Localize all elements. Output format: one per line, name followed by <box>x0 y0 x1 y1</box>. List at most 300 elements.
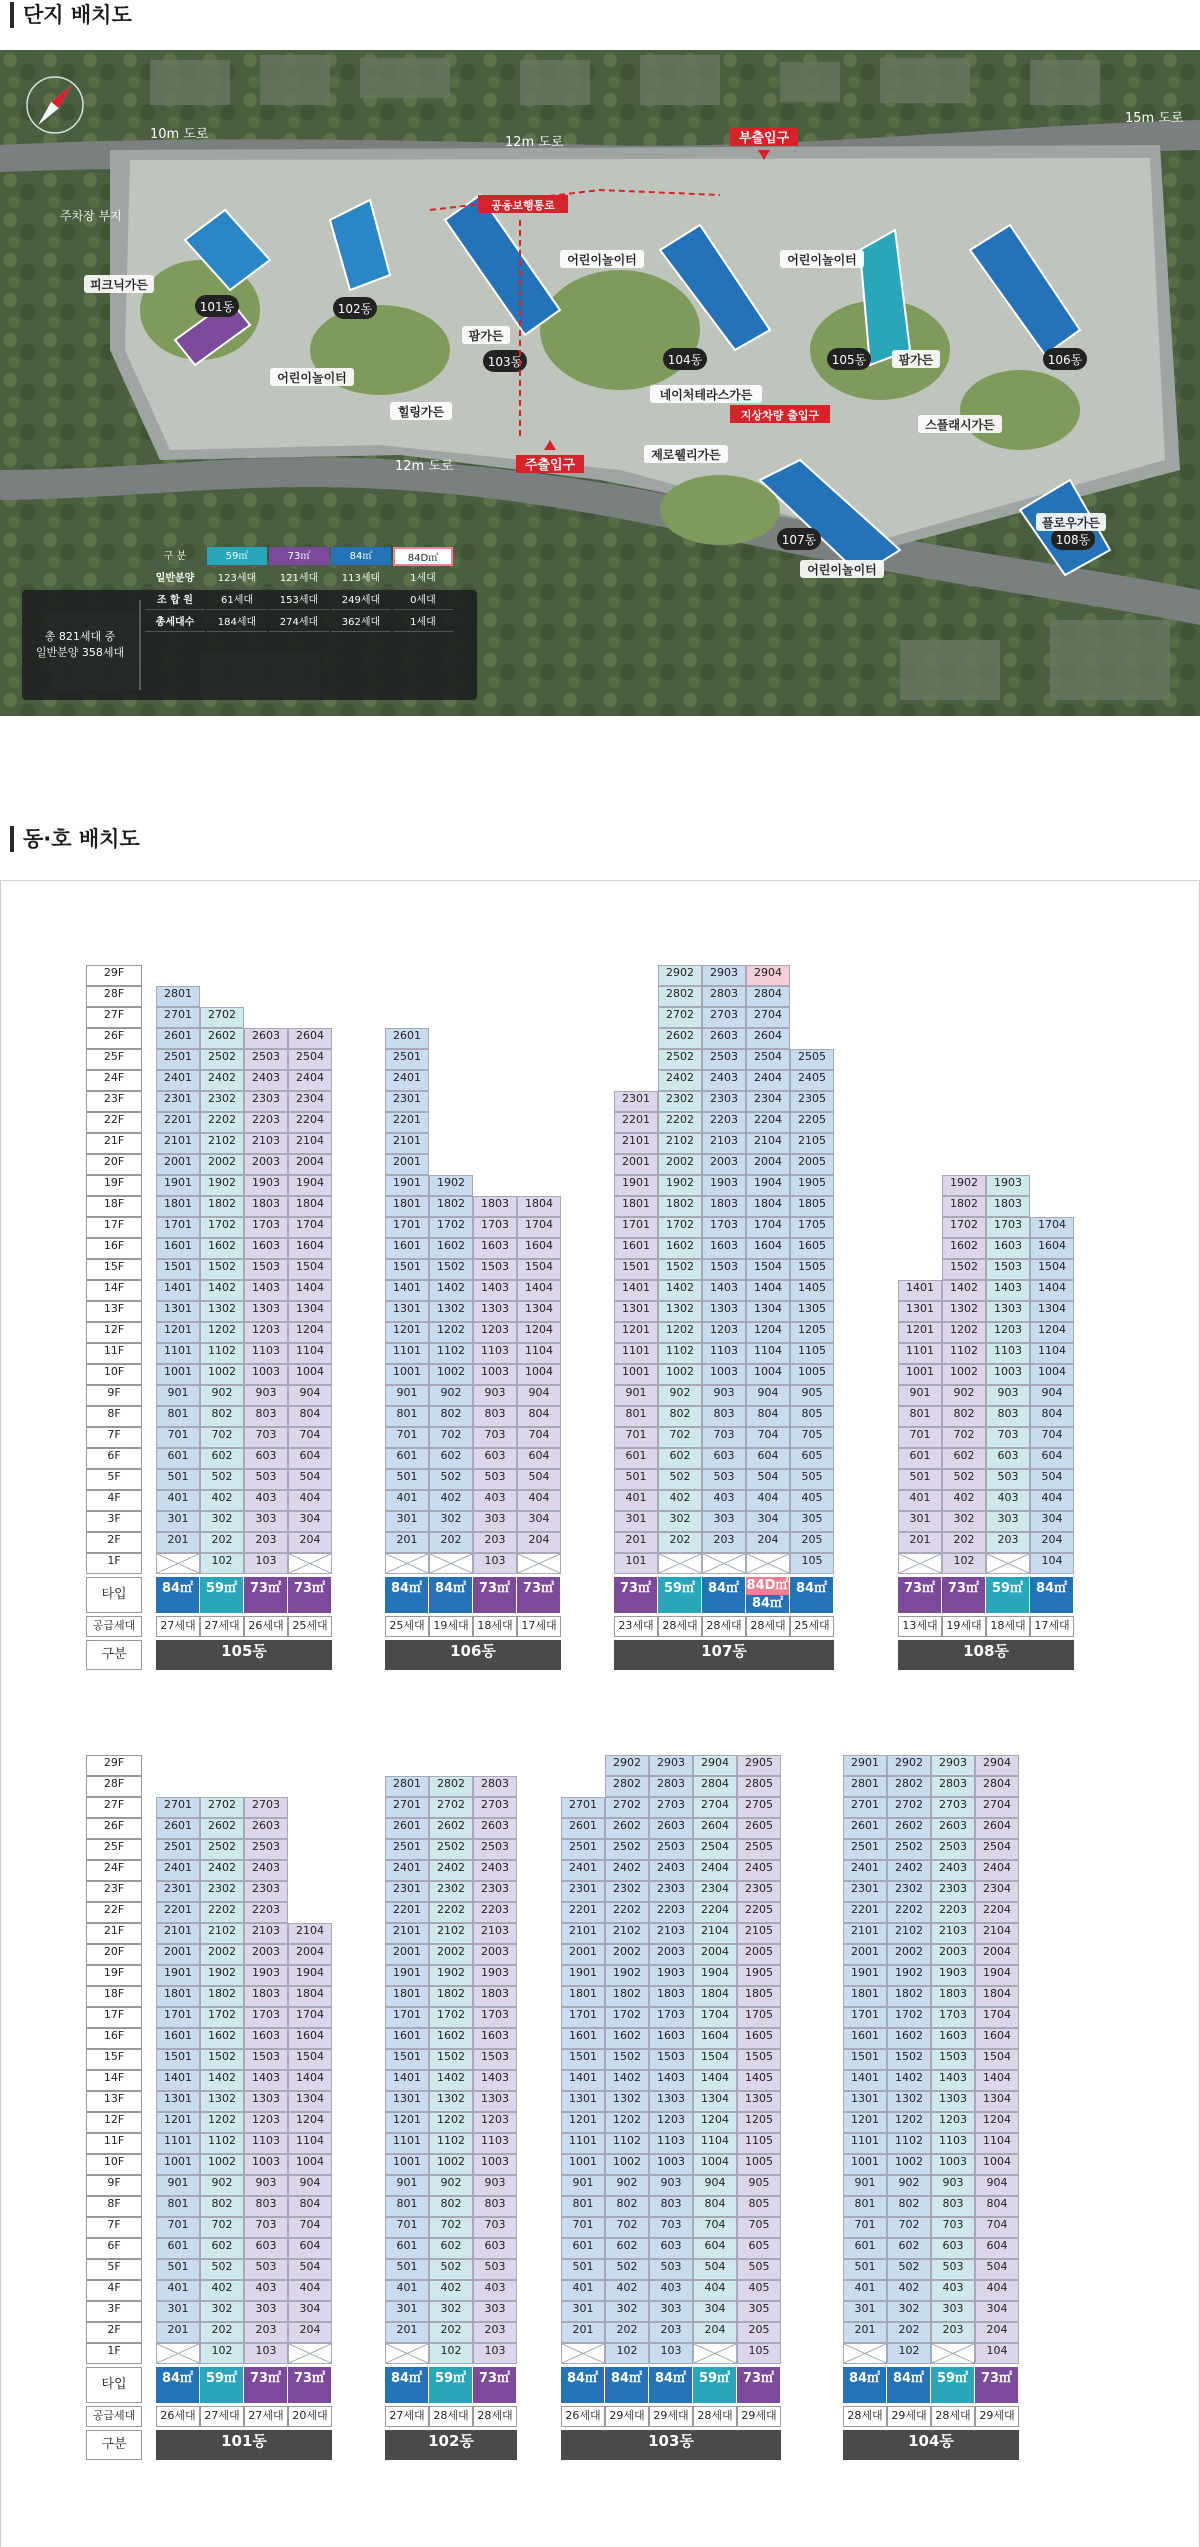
unit-cell: 2001 <box>385 1944 429 1965</box>
unit-plan-title: 동·호 배치도 <box>10 826 140 852</box>
unit-cell: 2504 <box>975 1839 1019 1860</box>
unit-cell: 2902 <box>658 965 702 986</box>
legend-header-cell: 73㎡ <box>269 547 329 566</box>
supply-count-cell: 28세대 <box>658 1616 702 1637</box>
unit-cell: 902 <box>200 2175 244 2196</box>
unit-type-cell: 73㎡ <box>517 1577 561 1613</box>
floor-label: 20F <box>86 1944 142 1965</box>
type-row-label: 타입 <box>86 2367 142 2403</box>
unit-cell: 1104 <box>288 1343 332 1364</box>
unit-cell: 1803 <box>244 1986 288 2007</box>
unit-cell: 904 <box>288 2175 332 2196</box>
unit-cell: 1603 <box>986 1238 1030 1259</box>
unit-cell: 702 <box>658 1427 702 1448</box>
unit-cell: 604 <box>975 2238 1019 2259</box>
supply-row-label: 공급세대 <box>86 1616 142 1637</box>
unit-cell: 1404 <box>746 1280 790 1301</box>
unit-cell: 2004 <box>746 1154 790 1175</box>
unit-cell: 1701 <box>385 2007 429 2028</box>
unit-cell: 2303 <box>244 1881 288 1902</box>
unit-type-cell: 59㎡ <box>986 1577 1030 1613</box>
unit-cell: 1401 <box>614 1280 658 1301</box>
supply-count-cell: 27세대 <box>385 2406 429 2427</box>
unit-cell: 1402 <box>429 2070 473 2091</box>
unit-cell: 301 <box>561 2301 605 2322</box>
unit-cell: 1003 <box>244 1364 288 1385</box>
unit-cell: 1001 <box>156 2154 200 2175</box>
unit-cell: 403 <box>986 1490 1030 1511</box>
unit-cell: 2301 <box>614 1091 658 1112</box>
unit-cell: 1705 <box>790 1217 834 1238</box>
unit-cell: 2201 <box>156 1112 200 1133</box>
unit-cell: 203 <box>244 2322 288 2343</box>
unit-cell: 2803 <box>473 1776 517 1797</box>
unit-cell: 1703 <box>473 1217 517 1238</box>
unit-cell: 2103 <box>244 1923 288 1944</box>
unit-cell: 1504 <box>1030 1259 1074 1280</box>
unit-cell: 205 <box>737 2322 781 2343</box>
floor-label: 21F <box>86 1133 142 1154</box>
unit-cell: 201 <box>385 2322 429 2343</box>
unit-cell: 1803 <box>986 1196 1030 1217</box>
unit-cell: 802 <box>887 2196 931 2217</box>
unit-cell: 2201 <box>614 1112 658 1133</box>
floor-label: 21F <box>86 1923 142 1944</box>
unit-cell: 2105 <box>790 1133 834 1154</box>
unit-cell: 503 <box>244 2259 288 2280</box>
unit-cell: 2505 <box>737 1839 781 1860</box>
unit-cell: 1301 <box>385 2091 429 2112</box>
unit-type-cell: 84㎡ <box>887 2367 931 2403</box>
unit-type-cell: 73㎡ <box>244 1577 288 1613</box>
unit-cell: 2104 <box>975 1923 1019 1944</box>
unit-cell: 703 <box>702 1427 746 1448</box>
unit-cell: 2903 <box>649 1755 693 1776</box>
supply-count-cell: 28세대 <box>702 1616 746 1637</box>
supply-count-cell: 27세대 <box>200 2406 244 2427</box>
unit-cell: 404 <box>288 2280 332 2301</box>
floor-label: 29F <box>86 965 142 986</box>
unit-cell: 503 <box>931 2259 975 2280</box>
unit-cell: 2803 <box>649 1776 693 1797</box>
road-label-12m-bottom: 12m 도로 <box>395 459 454 474</box>
floor-label: 16F <box>86 2028 142 2049</box>
unit-cell: 1803 <box>473 1986 517 2007</box>
unit-cell: 1905 <box>790 1175 834 1196</box>
unit-cell: 2401 <box>385 1070 429 1091</box>
floor-label: 23F <box>86 1881 142 1902</box>
unit-cell: 1202 <box>605 2112 649 2133</box>
unit-cell: 502 <box>605 2259 649 2280</box>
unit-cell: 101 <box>614 1553 658 1574</box>
floor-label: 17F <box>86 1217 142 1238</box>
unit-cell: 1902 <box>887 1965 931 1986</box>
legend-cell: 0세대 <box>393 591 453 610</box>
unit-cell: 2801 <box>843 1776 887 1797</box>
supply-count-cell: 29세대 <box>975 2406 1019 2427</box>
unit-cell: 204 <box>693 2322 737 2343</box>
legend-header-cell: 59㎡ <box>207 547 267 566</box>
unit-cell: 1402 <box>200 1280 244 1301</box>
unit-cell: 2503 <box>931 1839 975 1860</box>
unit-cell: 303 <box>244 2301 288 2322</box>
division-row-label: 구분 <box>86 1640 142 1670</box>
unit-cell: 2402 <box>887 1860 931 1881</box>
unit-cell: 603 <box>473 2238 517 2259</box>
unit-cell: 402 <box>658 1490 702 1511</box>
unit-cell: 1701 <box>385 1217 429 1238</box>
unit-cell: 1401 <box>156 1280 200 1301</box>
unit-cell: 303 <box>473 1511 517 1532</box>
unit-cell: 602 <box>887 2238 931 2259</box>
unit-cell: 603 <box>244 2238 288 2259</box>
unit-cell: 2202 <box>200 1902 244 1923</box>
unit-cell: 1404 <box>517 1280 561 1301</box>
site-label-105: 105동 <box>831 353 867 367</box>
unit-cell: 1503 <box>473 1259 517 1280</box>
unit-type-cell: 59㎡ <box>200 1577 244 1613</box>
unit-cell: 1103 <box>986 1343 1030 1364</box>
unit-cell: 1601 <box>385 1238 429 1259</box>
unit-cell: 2302 <box>887 1881 931 1902</box>
unit-cell: 604 <box>288 1448 332 1469</box>
unit-cell: 2603 <box>702 1028 746 1049</box>
garden-label-farm-1: 팜가든 <box>468 329 504 343</box>
unit-cell: 802 <box>200 1406 244 1427</box>
unit-cell: 2402 <box>200 1070 244 1091</box>
unit-cell: 2202 <box>429 1902 473 1923</box>
unit-cell: 1805 <box>737 1986 781 2007</box>
unit-cell: 1205 <box>790 1322 834 1343</box>
unit-cell: 901 <box>156 2175 200 2196</box>
unit-cell: 2401 <box>385 1860 429 1881</box>
unit-cell: 801 <box>843 2196 887 2217</box>
unit-cell: 1401 <box>385 2070 429 2091</box>
unit-cell: 504 <box>517 1469 561 1490</box>
unit-cell: 904 <box>517 1385 561 1406</box>
legend-summary-general: 일반분양 358세대 <box>35 646 125 659</box>
floor-label: 1F <box>86 1553 142 1574</box>
unit-cell: 505 <box>790 1469 834 1490</box>
unit-cell: 1704 <box>517 1217 561 1238</box>
unit-cell: 301 <box>614 1511 658 1532</box>
unit-cell: 405 <box>737 2280 781 2301</box>
unit-cell: 1904 <box>288 1175 332 1196</box>
unit-cell: 1101 <box>385 1343 429 1364</box>
unit-cell: 302 <box>429 1511 473 1532</box>
unit-cell: 303 <box>986 1511 1030 1532</box>
unit-cell: 903 <box>244 1385 288 1406</box>
unit-cell: 2802 <box>658 986 702 1007</box>
unit-cell: 1201 <box>843 2112 887 2133</box>
unit-cell: 1703 <box>931 2007 975 2028</box>
unit-cell: 703 <box>473 1427 517 1448</box>
unit-cell: 904 <box>693 2175 737 2196</box>
legend-cell: 113세대 <box>331 569 391 588</box>
unit-cell: 2704 <box>746 1007 790 1028</box>
legend-cell: 총세대수 <box>145 613 205 632</box>
unit-cell: 702 <box>605 2217 649 2238</box>
empty-unit-cell <box>156 2343 200 2364</box>
parking-site-label: 주차장 부지 <box>60 209 122 223</box>
unit-cell: 1104 <box>693 2133 737 2154</box>
floor-label: 15F <box>86 2049 142 2070</box>
unit-cell: 2202 <box>658 1112 702 1133</box>
unit-cell: 2701 <box>156 1797 200 1818</box>
unit-cell: 2903 <box>702 965 746 986</box>
unit-cell: 1903 <box>244 1175 288 1196</box>
unit-cell: 902 <box>887 2175 931 2196</box>
unit-cell: 1702 <box>429 1217 473 1238</box>
unit-cell: 1403 <box>473 1280 517 1301</box>
unit-cell: 2203 <box>702 1112 746 1133</box>
unit-cell: 1501 <box>561 2049 605 2070</box>
unit-cell: 603 <box>702 1448 746 1469</box>
garden-label-healing: 힐링가든 <box>397 405 445 419</box>
floor-label: 15F <box>86 1259 142 1280</box>
unit-cell: 2505 <box>790 1049 834 1070</box>
unit-cell: 204 <box>975 2322 1019 2343</box>
unit-cell: 203 <box>702 1532 746 1553</box>
unit-cell: 1801 <box>385 1196 429 1217</box>
unit-cell: 2201 <box>385 1902 429 1923</box>
unit-cell: 2005 <box>737 1944 781 1965</box>
unit-cell: 303 <box>702 1511 746 1532</box>
unit-cell: 2001 <box>156 1944 200 1965</box>
unit-cell: 1304 <box>975 2091 1019 2112</box>
unit-cell: 2703 <box>931 1797 975 1818</box>
unit-cell: 2601 <box>385 1028 429 1049</box>
unit-cell: 2004 <box>288 1944 332 1965</box>
floor-label: 5F <box>86 1469 142 1490</box>
unit-cell: 2203 <box>473 1902 517 1923</box>
unit-cell: 2101 <box>385 1133 429 1154</box>
floor-label: 26F <box>86 1028 142 1049</box>
unit-cell: 1602 <box>658 1238 702 1259</box>
unit-cell: 103 <box>649 2343 693 2364</box>
unit-cell: 401 <box>898 1490 942 1511</box>
unit-cell: 602 <box>605 2238 649 2259</box>
unit-cell: 1304 <box>288 1301 332 1322</box>
unit-cell: 702 <box>200 2217 244 2238</box>
unit-cell: 804 <box>288 2196 332 2217</box>
unit-cell: 1101 <box>614 1343 658 1364</box>
garden-label-playground-2: 어린이놀이터 <box>567 253 637 267</box>
empty-unit-cell <box>288 2343 332 2364</box>
unit-cell: 202 <box>942 1532 986 1553</box>
unit-cell: 2603 <box>649 1818 693 1839</box>
unit-cell: 802 <box>200 2196 244 2217</box>
unit-cell: 1403 <box>931 2070 975 2091</box>
unit-cell: 403 <box>244 2280 288 2301</box>
unit-cell: 601 <box>156 1448 200 1469</box>
unit-cell: 804 <box>693 2196 737 2217</box>
supply-count-cell: 17세대 <box>1030 1616 1074 1637</box>
unit-cell: 1901 <box>843 1965 887 1986</box>
unit-cell: 404 <box>693 2280 737 2301</box>
unit-cell: 605 <box>737 2238 781 2259</box>
unit-cell: 2901 <box>843 1755 887 1776</box>
unit-cell: 1303 <box>244 2091 288 2112</box>
unit-cell: 1804 <box>288 1986 332 2007</box>
garden-label-picnic: 피크닉가든 <box>90 278 148 292</box>
unit-cell: 1701 <box>614 1217 658 1238</box>
unit-cell: 601 <box>385 1448 429 1469</box>
unit-cell: 1103 <box>244 2133 288 2154</box>
unit-cell: 304 <box>693 2301 737 2322</box>
unit-cell: 704 <box>517 1427 561 1448</box>
unit-cell: 1304 <box>1030 1301 1074 1322</box>
unit-cell: 1504 <box>746 1259 790 1280</box>
unit-cell: 1703 <box>986 1217 1030 1238</box>
unit-cell: 203 <box>244 1532 288 1553</box>
unit-cell: 1902 <box>200 1175 244 1196</box>
unit-cell: 1203 <box>702 1322 746 1343</box>
unit-type-cell: 73㎡ <box>473 1577 517 1613</box>
floor-label: 22F <box>86 1112 142 1133</box>
unit-cell: 801 <box>385 2196 429 2217</box>
unit-cell: 2303 <box>244 1091 288 1112</box>
unit-cell: 2005 <box>790 1154 834 1175</box>
unit-cell: 2905 <box>737 1755 781 1776</box>
unit-cell: 1702 <box>658 1217 702 1238</box>
unit-cell: 2102 <box>658 1133 702 1154</box>
unit-cell: 901 <box>385 1385 429 1406</box>
unit-cell: 505 <box>737 2259 781 2280</box>
unit-cell: 602 <box>658 1448 702 1469</box>
unit-cell: 701 <box>614 1427 658 1448</box>
unit-cell: 2502 <box>200 1049 244 1070</box>
unit-cell: 2301 <box>385 1881 429 1902</box>
unit-cell: 2003 <box>473 1944 517 1965</box>
unit-cell: 2103 <box>473 1923 517 1944</box>
unit-cell: 803 <box>244 1406 288 1427</box>
unit-cell: 2501 <box>385 1839 429 1860</box>
unit-cell: 1601 <box>561 2028 605 2049</box>
vehicle-entrance-label: 지상차량 출입구 <box>740 409 820 422</box>
unit-cell: 1603 <box>702 1238 746 1259</box>
unit-type-cell: 84㎡ <box>429 1577 473 1613</box>
unit-cell: 1202 <box>887 2112 931 2133</box>
unit-type-cell: 84㎡ <box>702 1577 746 1613</box>
floor-label: 5F <box>86 2259 142 2280</box>
unit-cell: 1402 <box>429 1280 473 1301</box>
unit-cell: 201 <box>156 2322 200 2343</box>
unit-cell: 1901 <box>385 1965 429 1986</box>
unit-cell: 2003 <box>702 1154 746 1175</box>
unit-cell: 404 <box>975 2280 1019 2301</box>
unit-cell: 504 <box>693 2259 737 2280</box>
unit-cell: 1104 <box>746 1343 790 1364</box>
unit-cell: 1004 <box>746 1364 790 1385</box>
unit-cell: 1704 <box>693 2007 737 2028</box>
unit-cell: 1603 <box>244 2028 288 2049</box>
unit-cell: 1602 <box>429 1238 473 1259</box>
unit-cell: 602 <box>942 1448 986 1469</box>
unit-cell: 2202 <box>200 1112 244 1133</box>
unit-cell: 2203 <box>244 1902 288 1923</box>
unit-cell: 1103 <box>649 2133 693 2154</box>
unit-cell: 604 <box>746 1448 790 1469</box>
unit-cell: 702 <box>429 2217 473 2238</box>
unit-cell: 701 <box>385 2217 429 2238</box>
unit-cell: 2302 <box>605 1881 649 1902</box>
unit-cell: 701 <box>898 1427 942 1448</box>
unit-type-cell: 84㎡ <box>843 2367 887 2403</box>
unit-type-cell: 59㎡ <box>693 2367 737 2403</box>
unit-cell: 2304 <box>746 1091 790 1112</box>
unit-cell: 1203 <box>986 1322 1030 1343</box>
unit-cell: 702 <box>942 1427 986 1448</box>
supply-count-cell: 29세대 <box>605 2406 649 2427</box>
unit-cell: 2602 <box>429 1818 473 1839</box>
unit-cell: 803 <box>649 2196 693 2217</box>
unit-cell: 2001 <box>561 1944 605 1965</box>
unit-cell: 1302 <box>942 1301 986 1322</box>
unit-cell: 2102 <box>605 1923 649 1944</box>
unit-cell: 1902 <box>429 1175 473 1196</box>
unit-cell: 1505 <box>737 2049 781 2070</box>
unit-cell: 2102 <box>429 1923 473 1944</box>
unit-cell: 1801 <box>385 1986 429 2007</box>
unit-cell: 903 <box>649 2175 693 2196</box>
unit-cell: 2802 <box>887 1776 931 1797</box>
unit-cell: 2303 <box>649 1881 693 1902</box>
unit-cell: 2301 <box>156 1091 200 1112</box>
unit-cell: 604 <box>693 2238 737 2259</box>
unit-cell: 2804 <box>693 1776 737 1797</box>
unit-cell: 2702 <box>605 1797 649 1818</box>
empty-unit-cell <box>517 1553 561 1574</box>
garden-label-farm-2: 팜가든 <box>898 353 934 367</box>
floor-label: 17F <box>86 2007 142 2028</box>
unit-cell: 1005 <box>790 1364 834 1385</box>
unit-cell: 703 <box>244 2217 288 2238</box>
unit-cell: 1301 <box>156 2091 200 2112</box>
supply-count-cell: 18세대 <box>473 1616 517 1637</box>
unit-cell: 1102 <box>429 2133 473 2154</box>
unit-cell: 2003 <box>244 1944 288 1965</box>
unit-cell: 1502 <box>429 2049 473 2070</box>
unit-cell: 2703 <box>473 1797 517 1818</box>
unit-cell: 901 <box>561 2175 605 2196</box>
unit-cell: 2701 <box>156 1007 200 1028</box>
floor-label: 25F <box>86 1839 142 1860</box>
unit-cell: 1004 <box>288 1364 332 1385</box>
unit-cell: 401 <box>385 2280 429 2301</box>
unit-cell: 1404 <box>693 2070 737 2091</box>
unit-cell: 403 <box>931 2280 975 2301</box>
unit-cell: 2002 <box>200 1154 244 1175</box>
unit-cell: 2001 <box>614 1154 658 1175</box>
unit-cell: 501 <box>385 1469 429 1490</box>
unit-cell: 401 <box>614 1490 658 1511</box>
unit-cell: 304 <box>288 1511 332 1532</box>
floor-label: 14F <box>86 2070 142 2091</box>
unit-cell: 902 <box>605 2175 649 2196</box>
unit-cell: 2204 <box>975 1902 1019 1923</box>
unit-cell: 503 <box>649 2259 693 2280</box>
unit-type-cell: 73㎡ <box>473 2367 517 2403</box>
unit-cell: 502 <box>200 2259 244 2280</box>
unit-cell: 704 <box>746 1427 790 1448</box>
unit-cell: 1204 <box>1030 1322 1074 1343</box>
unit-cell: 2104 <box>693 1923 737 1944</box>
unit-cell: 1103 <box>702 1343 746 1364</box>
unit-cell: 2102 <box>887 1923 931 1944</box>
floor-label: 6F <box>86 2238 142 2259</box>
unit-type-cell: 59㎡ <box>931 2367 975 2403</box>
